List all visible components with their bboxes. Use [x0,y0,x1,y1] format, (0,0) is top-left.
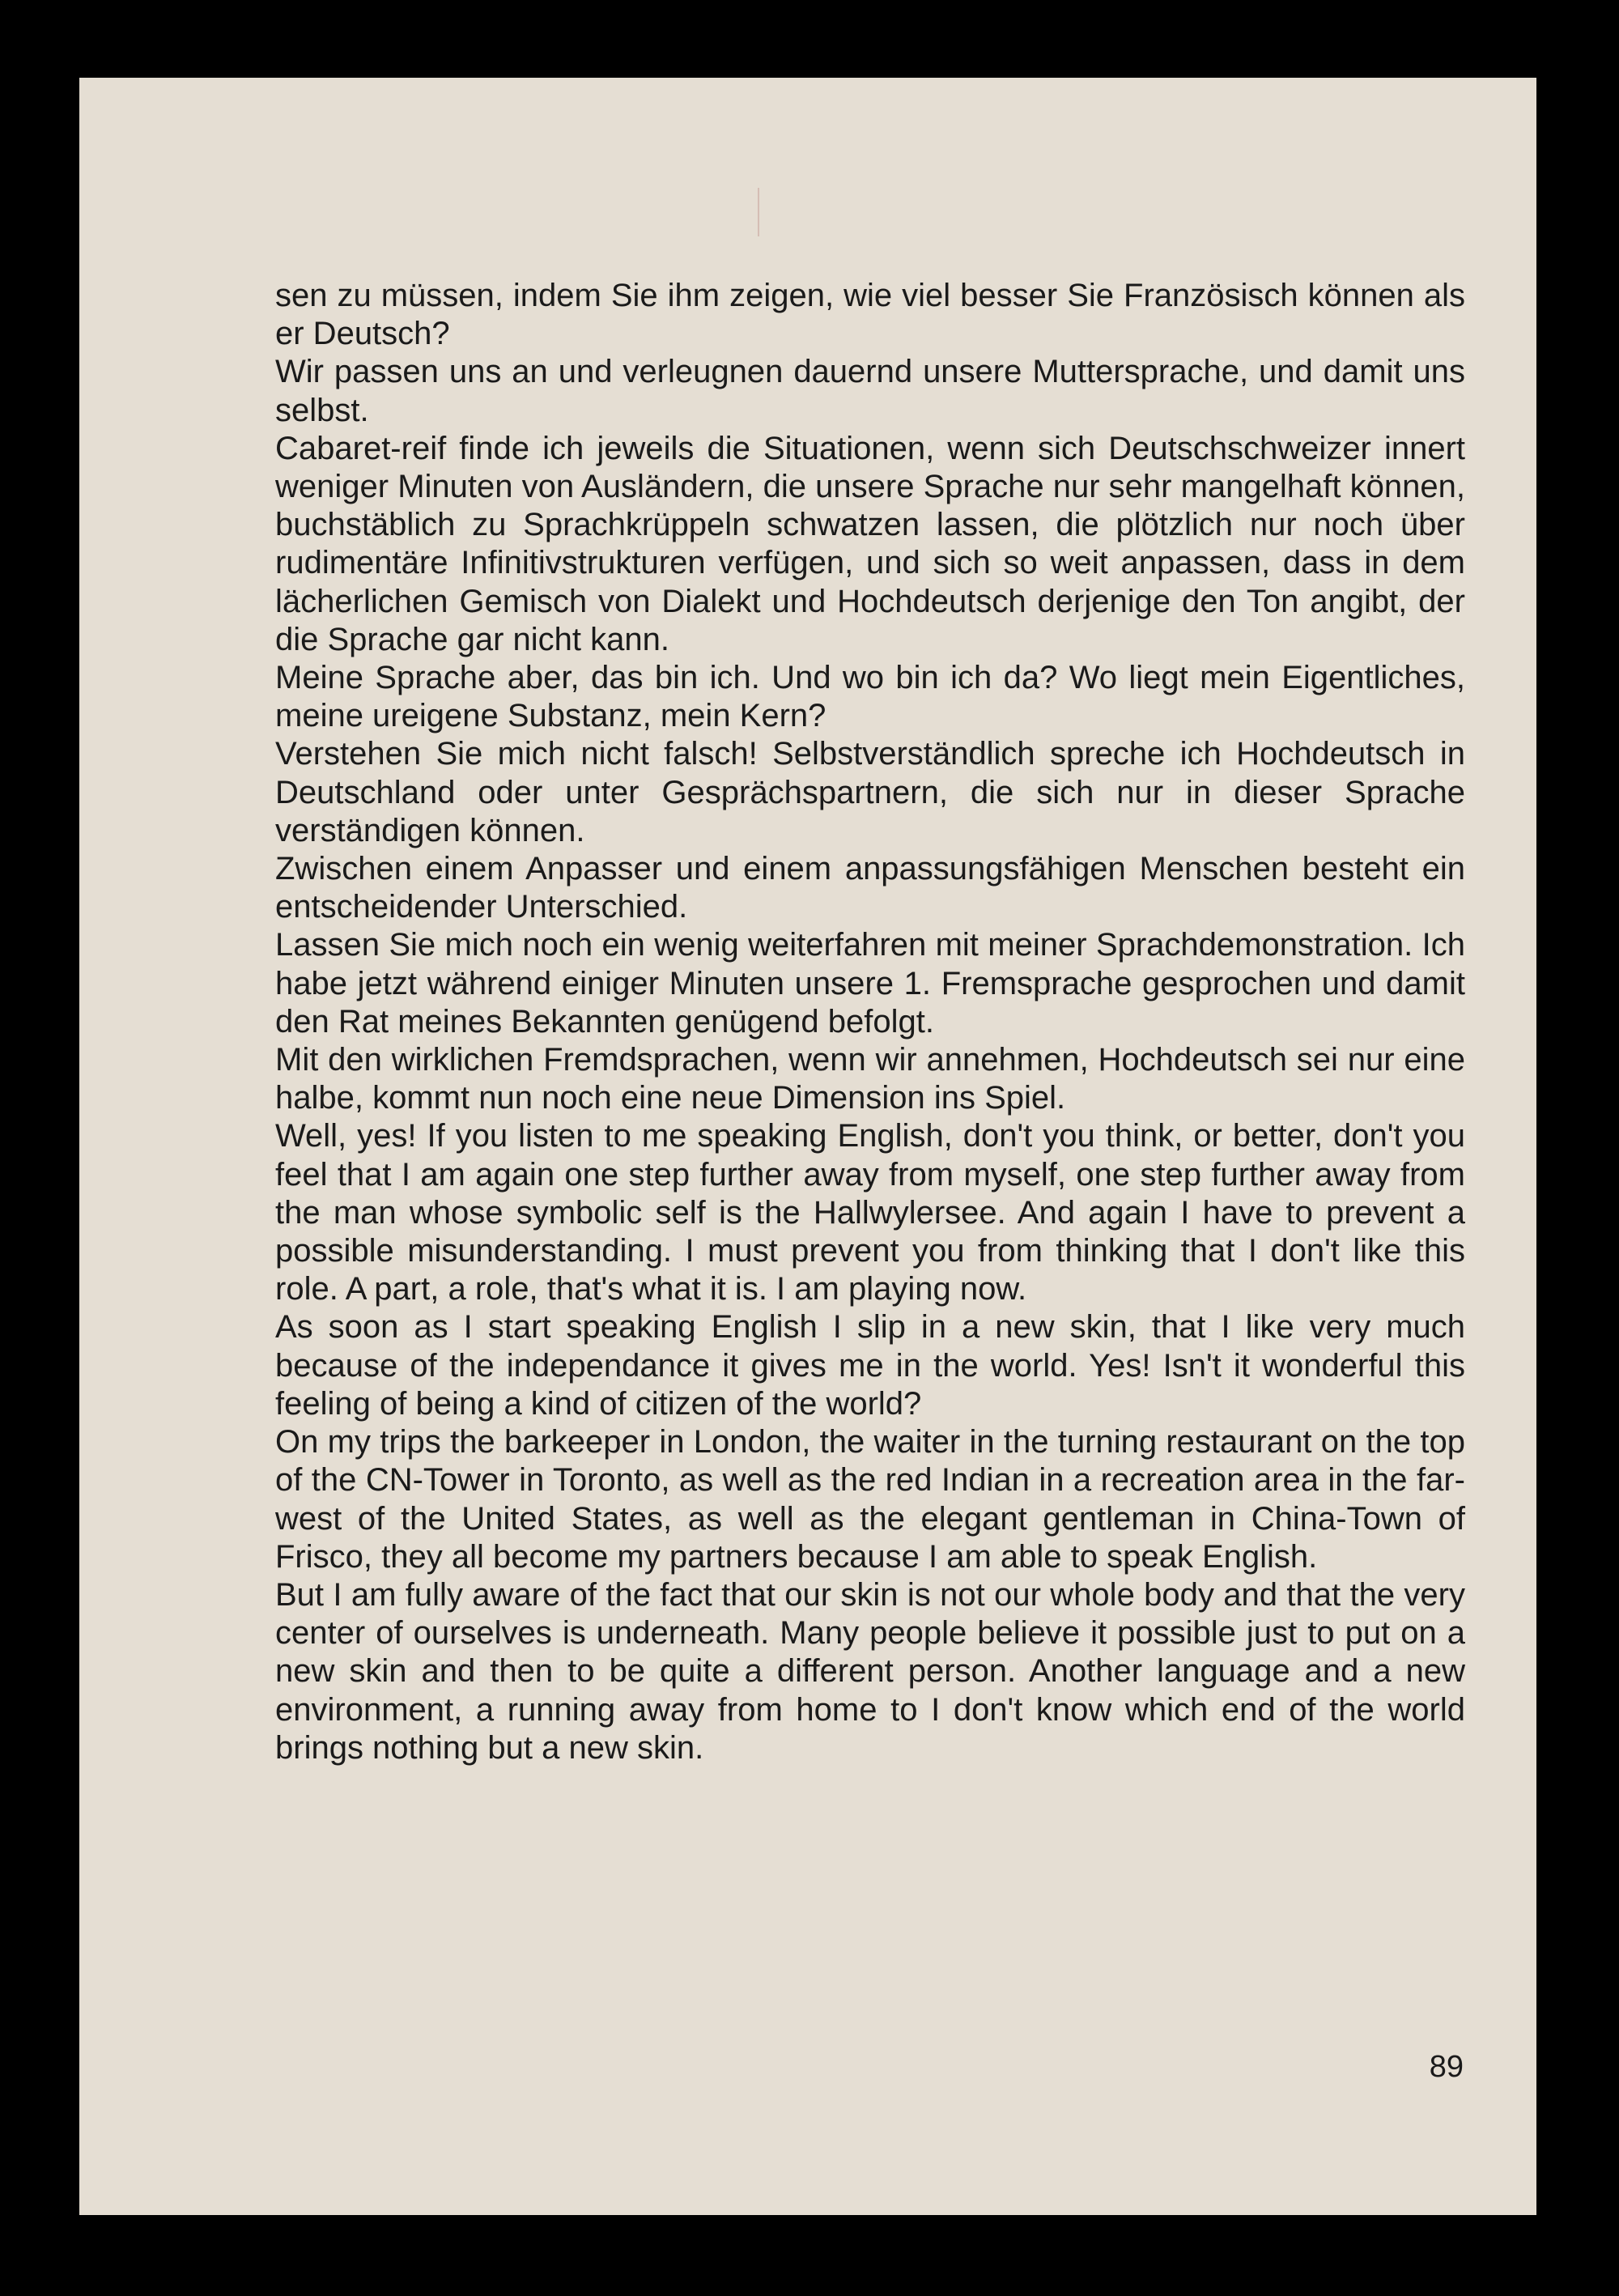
paragraph: Verstehen Sie mich nicht falsch! Selbstverständlich spreche ich Hochdeutsch in Deutschland oder unter Gesprächspartnern, die sich nur in dieser Sprache verständigen können. [275,736,1465,848]
document-page [79,78,1536,2215]
paragraph: But I am fully aware of the fact that our skin is not our whole body and that the very center of ourselves is underneath. Many people believe it possible just to put on a new skin and then to be quite a different person. Another language and a new environment, a running away from home to I don't know which end of the world brings nothing but a new skin. [275,1576,1465,1766]
paragraph: Well, yes! If you listen to me speaking English, don't you think, or better, don't you feel that I am again one step further away from myself, one step further away from the man whose symbolic self is the Hallwylersee. And again I have to prevent a possible misunderstanding. I must prevent you from thinking that I don't like this role. A part, a role, that's what it is. I am playing now. [275,1118,1465,1307]
body-text [275,277,1465,1767]
paper-mark [758,188,759,236]
paragraph: Wir passen uns an und verleugnen dauernd unsere Muttersprache, und damit uns selbst. [275,354,1465,428]
paragraph: sen zu müssen, indem Sie ihm zeigen, wie viel besser Sie Französisch können als er Deutsch? [275,278,1465,352]
paragraph: Cabaret-reif finde ich jeweils die Situationen, wenn sich Deutschschweizer innert weniger Minuten von Ausländern, die unsere Sprache nur sehr mangelhaft können, buchstäblich zu Sprachkrüppeln schwatzen lassen, die plötzlich nur noch über rudimentäre Infinitivstrukturen verfügen, und sich so weit anpassen, dass in dem lächerlichen Gemisch von Dialekt und Hochdeutsch derjenige den Ton angibt, der die Sprache gar nicht kann. [275,430,1465,657]
paragraph: Lassen Sie mich noch ein wenig weiterfahren mit meiner Sprachdemonstration. Ich habe jetzt während einiger Minuten unsere 1. Fremsprache gesprochen und damit den Rat meines Bekannten genügend befolgt. [275,927,1465,1040]
paragraph: On my trips the barkeeper in London, the waiter in the turning restaurant on the top of the CN-Tower in Toronto, as well as the red Indian in a recreation area in the far-west of the United States, as well as the elegant gentleman in China-Town of Frisco, they all become my partners because I am able to speak English. [275,1424,1465,1575]
paragraph: Zwischen einem Anpasser und einem anpassungsfähigen Menschen besteht ein entscheidender Unterschied. [275,851,1465,925]
page-number: 89 [1429,2050,1464,2084]
paragraph: As soon as I start speaking English I slip in a new skin, that I like very much because of the independance it gives me in the world. Yes! Isn't it wonderful this feeling of being a kind of citizen of the world? [275,1309,1465,1422]
paragraph: Meine Sprache aber, das bin ich. Und wo bin ich da? Wo liegt mein Eigentliches, meine ureigene Substanz, mein Kern? [275,660,1465,734]
paragraph: Mit den wirklichen Fremdsprachen, wenn wir annehmen, Hochdeutsch sei nur eine halbe, kommt nun noch eine neue Dimension ins Spiel. [275,1042,1465,1116]
